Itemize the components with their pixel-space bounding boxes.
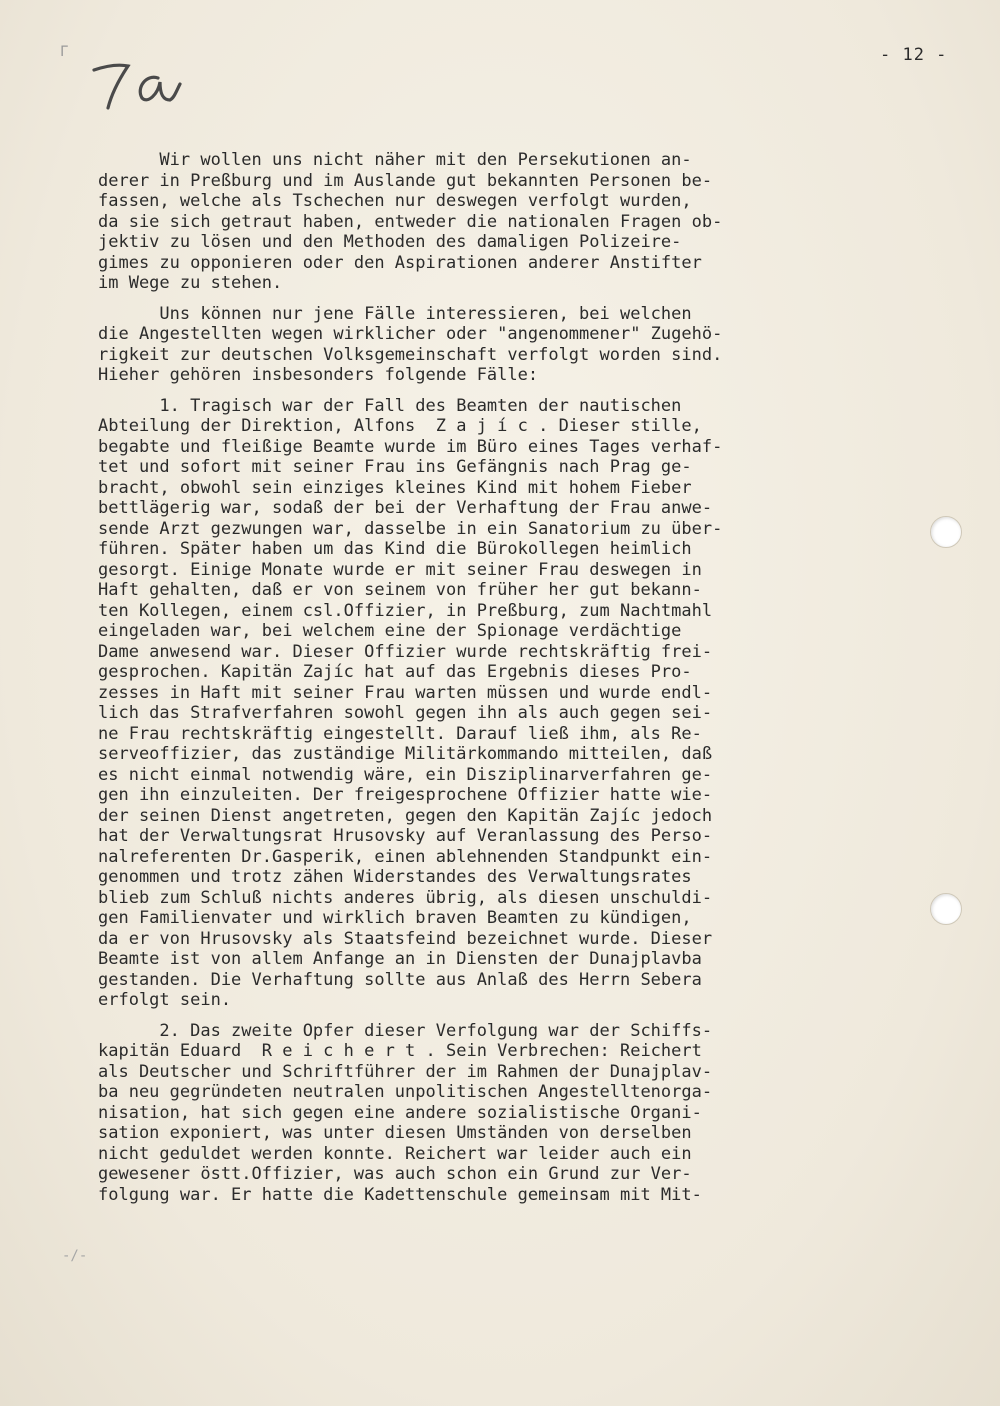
text-line: da sie sich getraut haben, entweder die nationalen Fragen ob- xyxy=(98,211,723,232)
text-line: gen Familienvater und wirklich braven Beamten zu kündigen, xyxy=(98,908,692,928)
text-line: serveoffizier, das zuständige Militärkommando mitteilen, daß xyxy=(98,744,713,764)
paragraph-gap xyxy=(98,386,858,396)
text-line: ba neu gegründeten neutralen unpolitischen Angestelltenorga- xyxy=(98,1082,713,1102)
text-line: genommen und trotz zähen Widerstandes des Verwaltungsrates xyxy=(98,867,692,887)
text-line: zesses in Haft mit seiner Frau warten müssen und wurde endl- xyxy=(98,682,713,703)
paragraph-gap xyxy=(98,294,858,304)
corner-mark: Γ xyxy=(60,44,69,60)
text-line: gestanden. Die Verhaftung sollte aus Anlaß des Herrn Sebera xyxy=(98,969,702,990)
text-line: gen ihn einzuleiten. Der freigesprochene Offizier hatte wie- xyxy=(98,785,713,805)
page-number: - 12 - xyxy=(880,45,948,65)
text-line: tet und sofort mit seiner Frau ins Gefängnis nach Prag ge- xyxy=(98,457,692,477)
text-line: 2. Das zweite Opfer dieser Verfolgung war der Schiffs- xyxy=(98,1020,713,1041)
text-line: ne Frau rechtskräftig eingestellt. Darauf ließ ihm, als Re- xyxy=(98,723,702,744)
text-line: der seinen Dienst angetreten, gegen den Kapitän Zajíc jedoch xyxy=(98,805,713,826)
text-line: da er von Hrusovsky als Staatsfeind bezeichnet wurde. Dieser xyxy=(98,928,713,949)
text-line: gesorgt. Einige Monate wurde er mit seiner Frau deswegen in xyxy=(98,559,702,580)
text-line: nisation, hat sich gegen eine andere sozialistische Organi- xyxy=(98,1102,702,1123)
text-line: Uns können nur jene Fälle interessieren, bei welchen xyxy=(98,303,692,324)
text-line: hat der Verwaltungsrat Hrusovsky auf Veranlassung des Perso- xyxy=(98,826,713,846)
text-line: ten Kollegen, einem csl.Offizier, in Preßburg, zum Nachtmahl xyxy=(98,600,713,621)
text-line: im Wege zu stehen. xyxy=(98,273,283,293)
text-line: Hieher gehören insbesonders folgende Fälle: xyxy=(98,365,539,385)
text-line: eingeladen war, bei welchem eine der Spionage verdächtige xyxy=(98,621,682,641)
text-line: Dame anwesend war. Dieser Offizier wurde rechtskräftig frei- xyxy=(98,641,713,662)
text-line: gewesener östt.Offizier, was auch schon ein Grund zur Ver- xyxy=(98,1164,692,1184)
text-line: nalreferenten Dr.Gasperik, einen ablehnenden Standpunkt ein- xyxy=(98,846,713,867)
text-line: die Angestellten wegen wirklicher oder "angenommener" Zugehö- xyxy=(98,324,723,344)
punch-hole xyxy=(930,893,962,925)
text-line: erfolgt sein. xyxy=(98,990,232,1010)
text-line: 1. Tragisch war der Fall des Beamten der nautischen xyxy=(98,395,682,416)
text-line: sation exponiert, was unter diesen Umständen von derselben xyxy=(98,1123,692,1143)
text-line: sende Arzt gezwungen war, dasselbe in ein Sanatorium zu über- xyxy=(98,518,723,539)
margin-mark: -/- xyxy=(62,1248,88,1264)
text-line: Beamte ist von allem Anfange an in Diensten der Dunajplavba xyxy=(98,949,702,969)
typed-text-body xyxy=(98,150,858,1205)
text-line: gesprochen. Kapitän Zajíc hat auf das Ergebnis dieses Pro- xyxy=(98,662,692,682)
text-line: Abteilung der Direktion, Alfons Z a j í c . Dieser stille, xyxy=(98,416,702,436)
text-line: lich das Strafverfahren sowohl gegen ihn als auch gegen sei- xyxy=(98,703,713,723)
text-line: bettlägerig war, sodaß der bei der Verhaftung der Frau anwe- xyxy=(98,498,713,518)
text-line: bracht, obwohl sein einziges kleines Kind mit hohem Fieber xyxy=(98,477,692,498)
text-line: rigkeit zur deutschen Volksgemeinschaft verfolgt worden sind. xyxy=(98,344,723,365)
text-line: begabte und fleißige Beamte wurde im Büro eines Tages verhaf- xyxy=(98,436,723,457)
text-line: gimes zu opponieren oder den Aspirationen anderer Anstifter xyxy=(98,252,702,273)
text-line: es nicht einmal notwendig wäre, ein Disziplinarverfahren ge- xyxy=(98,764,713,785)
text-line: Haft gehalten, daß er von seinem von früher her gut bekann- xyxy=(98,580,702,600)
text-line: kapitän Eduard R e i c h e r t . Sein Verbrechen: Reichert xyxy=(98,1041,702,1061)
punch-hole xyxy=(930,516,962,548)
text-line: nicht geduldet werden konnte. Reichert war leider auch ein xyxy=(98,1143,692,1164)
text-line: derer in Preßburg und im Auslande gut bekannten Personen be- xyxy=(98,170,713,191)
text-line: blieb zum Schluß nichts anderes übrig, als diesen unschuldi- xyxy=(98,887,713,908)
handwritten-note-7a xyxy=(88,48,183,118)
text-line: führen. Später haben um das Kind die Bürokollegen heimlich xyxy=(98,539,692,559)
text-line: als Deutscher und Schriftführer der im Rahmen der Dunajplav- xyxy=(98,1061,713,1082)
paragraph-gap xyxy=(98,1011,858,1021)
text-line: fassen, welche als Tschechen nur deswegen verfolgt wurden, xyxy=(98,191,692,211)
text-line: jektiv zu lösen und den Methoden des damaligen Polizeire- xyxy=(98,232,682,252)
text-line: folgung war. Er hatte die Kadettenschule gemeinsam mit Mit- xyxy=(98,1184,702,1205)
text-line: Wir wollen uns nicht näher mit den Persekutionen an- xyxy=(98,150,692,170)
